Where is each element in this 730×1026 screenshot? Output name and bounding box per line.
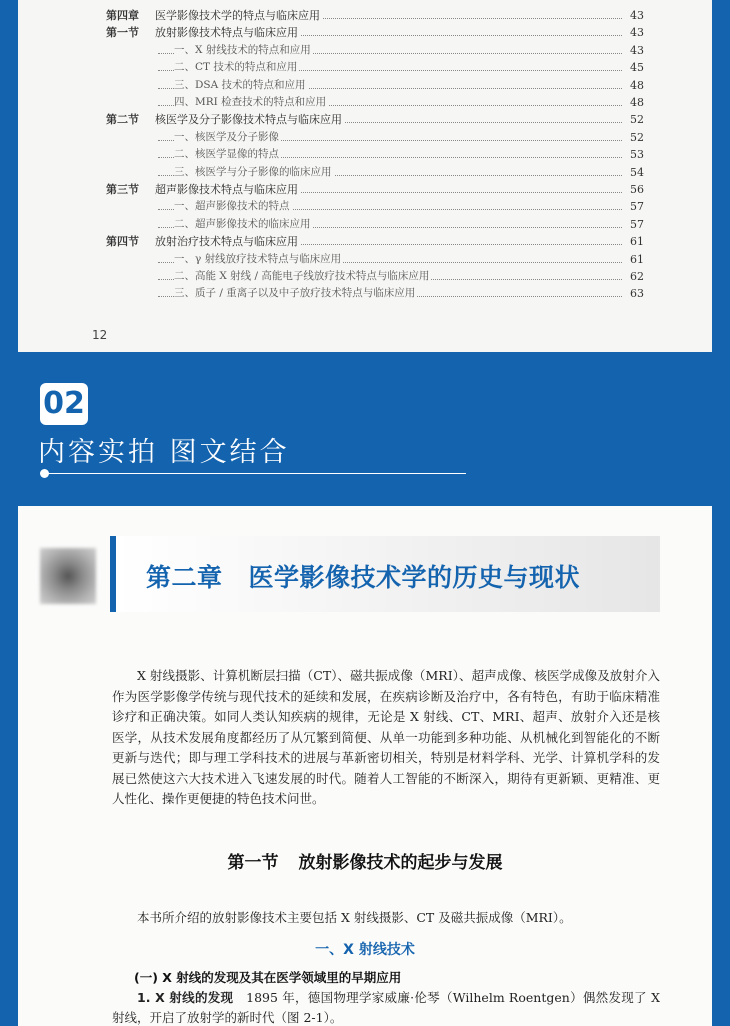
toc-row — [18, 198, 712, 215]
toc-title: 二、CT 技术的特点和应用 — [174, 59, 299, 76]
toc-row — [18, 129, 712, 146]
toc-row — [18, 181, 712, 198]
toc-title: 放射治疗技术特点与临床应用 — [155, 235, 298, 249]
toc-row — [18, 146, 712, 163]
toc-row — [18, 59, 712, 76]
toc-title: 放射影像技术特点与临床应用 — [155, 26, 298, 40]
toc-title: 核医学及分子影像技术特点与临床应用 — [155, 113, 342, 127]
toc-page: 61 — [622, 251, 644, 268]
toc-title: 二、核医学显像的特点 — [174, 146, 281, 163]
toc-title: 一、γ 射线放疗技术特点与临床应用 — [174, 251, 343, 268]
toc-page: 48 — [622, 77, 644, 94]
toc-page: 52 — [622, 129, 644, 146]
section-heading — [18, 848, 712, 873]
toc-row — [18, 77, 712, 94]
toc-row — [18, 285, 712, 302]
toc-page: 56 — [622, 181, 644, 198]
banner-divider — [44, 473, 466, 474]
toc-row — [18, 233, 712, 250]
chapter-accent-bar — [110, 536, 116, 612]
body-paragraph — [112, 988, 660, 1026]
toc-title: 三、DSA 技术的特点和应用 — [174, 77, 308, 94]
toc-page: 43 — [622, 42, 644, 59]
section-intro-paragraph: 本书所介绍的放射影像技术主要包括 X 射线摄影、CT 及磁共振成像（MRI）。 — [137, 910, 572, 925]
toc-row — [18, 7, 712, 24]
chapter-title: 医学影像技术学的历史与现状 — [248, 563, 581, 592]
toc-title: 二、高能 X 射线 / 高能电子线放疗技术特点与临床应用 — [174, 268, 431, 285]
toc-number: 第二节 — [106, 113, 139, 127]
toc-page: 48 — [622, 94, 644, 111]
toc-page: 43 — [622, 24, 644, 41]
toc-page: 62 — [622, 268, 644, 285]
toc-row — [18, 216, 712, 233]
section-title: 放射影像技术的起步与发展 — [298, 853, 503, 873]
toc-row — [18, 111, 712, 128]
toc-row — [18, 268, 712, 285]
toc-number: 第四章 — [106, 9, 139, 22]
toc-title: 一、超声影像技术的特点 — [174, 198, 292, 215]
chapter-heading — [146, 558, 580, 594]
toc-title: 一、X 射线技术的特点和应用 — [174, 42, 313, 59]
paragraph-lead: 1. X 射线的发现 — [137, 990, 234, 1005]
toc-title: 医学影像技术学的特点与临床应用 — [155, 9, 320, 22]
toc-row — [18, 24, 712, 41]
chapter-number: 第二章 — [146, 563, 223, 592]
toc-title: 超声影像技术特点与临床应用 — [155, 183, 298, 196]
toc-title: 四、MRI 检查技术的特点和应用 — [174, 94, 328, 111]
toc-page: 57 — [622, 216, 644, 233]
toc-page: 52 — [622, 111, 644, 128]
toc-page: 61 — [622, 233, 644, 250]
section-badge: 02 — [40, 383, 88, 425]
paragraph-text: 1895 年，德国物理学家威廉·伦琴（Wilhelm Roentgen）偶然发现了 X 射线，开启了放射学的新时代（图 2-1）。 — [112, 990, 660, 1025]
toc-number: 第三节 — [106, 183, 139, 196]
toc-page: 57 — [622, 198, 644, 215]
subsection-heading: 一、X 射线技术 — [315, 942, 415, 958]
toc-row — [18, 251, 712, 268]
toc-title: 二、超声影像技术的临床应用 — [174, 216, 313, 233]
toc-title: 三、核医学与分子影像的临床应用 — [174, 164, 334, 181]
book-page — [18, 506, 712, 1026]
section-number: 第一节 — [227, 853, 279, 873]
toc-title: 一、核医学及分子影像 — [174, 129, 281, 146]
toc-page: 63 — [622, 285, 644, 302]
toc-row — [18, 42, 712, 59]
page-number: 12 — [92, 328, 108, 342]
toc-row — [18, 94, 712, 111]
toc-page: 43 — [622, 7, 644, 24]
toc-number: 第四节 — [106, 235, 139, 249]
toc-number: 第一节 — [106, 26, 139, 40]
toc-title: 三、质子 / 重离子以及中子放疗技术特点与临床应用 — [174, 285, 417, 302]
qr-code-image — [40, 548, 96, 604]
toc-page — [18, 0, 712, 352]
subsubsection-heading: (一) X 射线的发现及其在医学领域里的早期应用 — [134, 970, 402, 985]
intro-paragraph: X 射线摄影、计算机断层扫描（CT）、磁共振成像（MRI）、超声成像、核医学成像及放射介入作为医学影像学传统与现代技术的延续和发展，在疾病诊断及治疗中，各有特色，有助于临床精准诊疗和正确决策。如同人类认知疾病的规律，无论是 X 射线、CT、MRI、超声、放射介入还是核医学，从技术发展角度都经历了从冗繁到简便、从单一功能到多种功能、从机械化到智能化的不断更新与迭代；即与理工学科技术的进展与革新密切相关，特别是材料学科、光学、计算机学科的发展已然使这六大技术进入飞速发展的时代。随着人工智能的不断深入，期待有更新颖、更精准、更人性化、操作更便捷的特色技术问世。 — [112, 668, 660, 806]
toc-page: 45 — [622, 59, 644, 76]
toc-row — [18, 164, 712, 181]
toc-page: 53 — [622, 146, 644, 163]
banner-title: 内容实拍 图文结合 — [38, 437, 290, 468]
toc-page: 54 — [622, 164, 644, 181]
